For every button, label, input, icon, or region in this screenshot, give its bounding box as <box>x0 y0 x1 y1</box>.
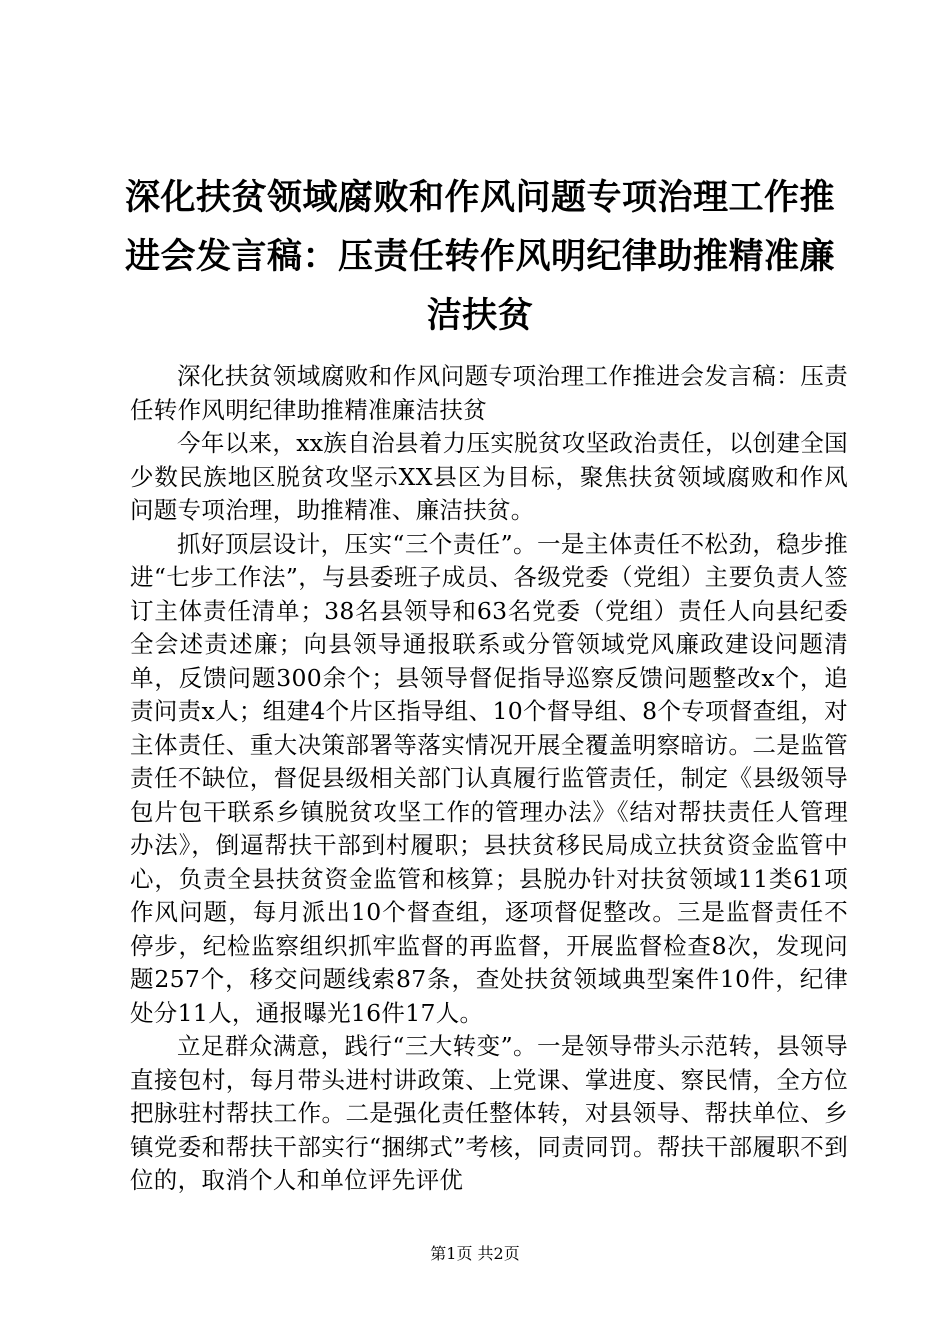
body-paragraph: 抓好顶层设计，压实“三个责任”。一是主体责任不松劲，稳步推进“七步工作法”，与县委班子成员、各级党委（党组）主要负责人签订主体责任清单；38名县领导和63名党委（党组）责任人向县纪委全会述责述廉；向县领导通报联系或分管领域党风廉政建设问题清单，反馈问题300余个；县领导督促指导巡察反馈问题整改x个，追责问责x人；组建4个片区指导组、10个督导组、8个专项督查组，对主体责任、重大决策部署等落实情况开展全覆盖明察暗访。二是监管责任不缺位，督促县级相关部门认真履行监管责任，制定《县级领导包片包干联系乡镇脱贫攻坚工作的管理办法》《结对帮扶责任人管理办法》，倒逼帮扶干部到村履职；县扶贫移民局成立扶贫资金监管中心，负责全县扶贫资金监管和核算；县脱办针对扶贫领域11类61项作风问题，每月派出10个督查组，逐项督促整改。三是监督责任不停步，纪检监察组织抓牢监督的再监督，开展监督检查8次，发现问题257个，移交问题线索87条，查处扶贫领域典型案件10件，纪律处分11人，通报曝光16件17人。 <box>130 529 848 1027</box>
document-body <box>130 360 848 1198</box>
body-paragraph: 深化扶贫领域腐败和作风问题专项治理工作推进会发言稿：压责任转作风明纪律助推精准廉洁扶贫 <box>130 362 848 424</box>
document-title: 深化扶贫领域腐败和作风问题专项治理工作推进会发言稿：压责任转作风明纪律助推精准廉洁扶贫 <box>124 177 835 336</box>
body-paragraph: 今年以来，xx族自治县着力压实脱贫攻坚政治责任，以创建全国少数民族地区脱贫攻坚示XX县区为目标，聚焦扶贫领域腐败和作风问题专项治理，助推精准、廉洁扶贫。 <box>130 429 848 524</box>
body-paragraph: 立足群众满意，践行“三大转变”。一是领导带头示范转，县领导直接包村，每月带头进村讲政策、上党课、掌进度、察民情，全方位把脉驻村帮扶工作。二是强化责任整体转，对县领导、帮扶单位、乡镇党委和帮扶干部实行“捆绑式”考核，同责同罚。帮扶干部履职不到位的，取消个人和单位评先评优 <box>130 1032 848 1194</box>
page-number-footer: 第1页 共2页 <box>430 1244 520 1263</box>
